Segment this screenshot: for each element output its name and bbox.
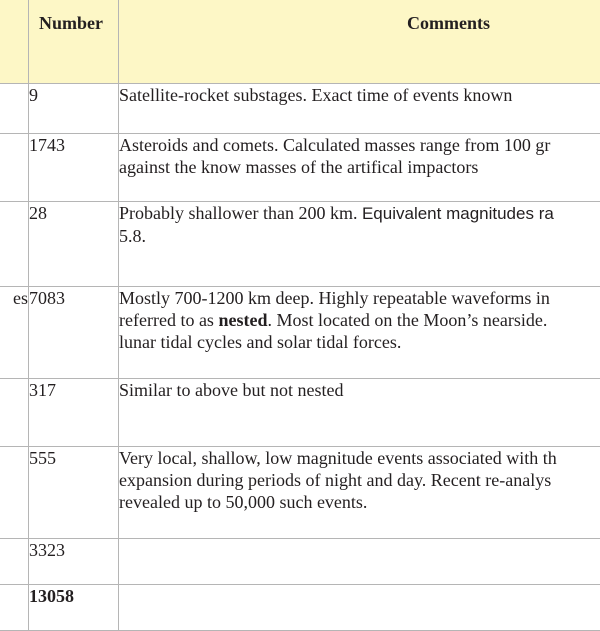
total-row — [0, 585, 600, 631]
number-cell: 317 — [29, 379, 119, 447]
comments-cell: Similar to above but not nested — [119, 379, 600, 447]
comments-cell — [119, 539, 600, 585]
category-cell: es — [0, 287, 29, 379]
total-number-cell: 13058 — [29, 585, 119, 631]
table-row — [0, 202, 600, 287]
nested-term: nested — [218, 310, 267, 330]
category-cell — [0, 134, 29, 202]
number-cell: 1743 — [29, 134, 119, 202]
number-cell: 555 — [29, 447, 119, 539]
table-row — [0, 287, 600, 379]
number-cell: 9 — [29, 84, 119, 134]
comments-cell — [119, 585, 600, 631]
comments-cell: Satellite-rocket substages. Exact time of events known — [119, 84, 600, 134]
number-cell: 3323 — [29, 539, 119, 585]
table-row — [0, 134, 600, 202]
category-cell — [0, 202, 29, 287]
table-row — [0, 447, 600, 539]
number-cell: 28 — [29, 202, 119, 287]
table-row — [0, 379, 600, 447]
header-row — [0, 0, 600, 84]
comments-cell: Probably shallower than 200 km. Equivalent magnitudes ra 5.8. — [119, 202, 600, 287]
comments-cell: Asteroids and comets. Calculated masses range from 100 gr against the know masses of the artifical impactors — [119, 134, 600, 202]
category-header — [0, 0, 29, 84]
category-cell — [0, 447, 29, 539]
category-cell — [0, 539, 29, 585]
table-row — [0, 84, 600, 134]
table-row — [0, 539, 600, 585]
category-cell — [0, 84, 29, 134]
category-cell — [0, 379, 29, 447]
comments-cell: Very local, shallow, low magnitude events associated with th expansion during periods of night and day. Recent re-analys revealed up to 50,000 such events. — [119, 447, 600, 539]
number-header: Number — [29, 0, 119, 84]
comments-cell: Mostly 700-1200 km deep. Highly repeatable waveforms in referred to as nested. Most located on the Moon’s nearside. lunar tidal cycles and solar tidal forces. — [119, 287, 600, 379]
category-cell — [0, 585, 29, 631]
comments-header: Comments — [119, 0, 600, 84]
number-cell: 7083 — [29, 287, 119, 379]
